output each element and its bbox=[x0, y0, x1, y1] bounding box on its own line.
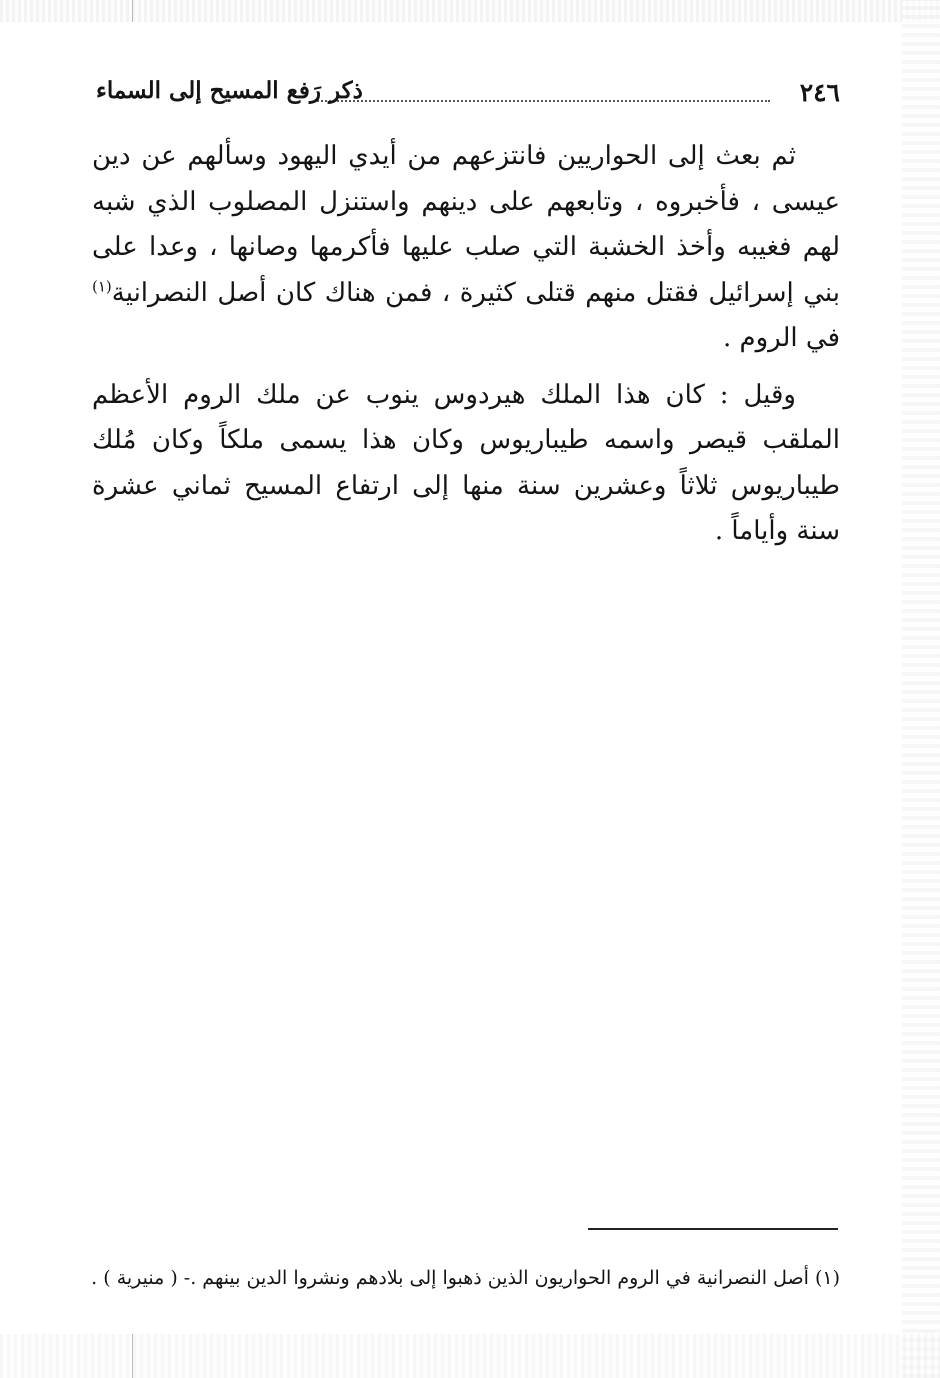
footnote-reference: (١) bbox=[92, 276, 112, 295]
main-text bbox=[92, 134, 840, 555]
binding-mark-top bbox=[132, 0, 133, 22]
scan-artifact-right bbox=[902, 0, 940, 1378]
footnote-1: (١) أصل النصرانية في الروم الحواريون الذين ذهبوا إلى بلادهم ونشروا الدين بينهم .- ( منيرية ) . bbox=[91, 1267, 840, 1289]
paragraph-1-tail: في الروم . bbox=[722, 323, 840, 353]
page-number: ٢٤٦ bbox=[799, 78, 840, 107]
binding-mark-bottom bbox=[132, 1334, 133, 1378]
footnote-divider bbox=[588, 1228, 838, 1230]
running-header bbox=[96, 74, 840, 114]
paragraph-2: وقيل : كان هذا الملك هيردوس ينوب عن ملك الروم الأعظم الملقب قيصر واسمه طيباريوس وكان هذا يسمى ملكاً وكان مُلك طيباريوس ثلاثاً وعشرين سنة منها إلى ارتفاع المسيح ثماني عشرة سنة وأياماً . bbox=[92, 379, 840, 546]
running-title: ذكر رَفع المسيح إلى السماء bbox=[96, 77, 363, 104]
paragraph-1-text: ثم بعث إلى الحواريين فانتزعهم من أيدي اليهود وسألهم عن دين عيسى ، فأخبروه ، وتابعهم على دينهم واستنزل المصلوب الذي شبه لهم فغيبه وأخذ الخشبة التي صلب عليها فأكرمها وصانها ، وعدا على بني إسرائيل فقتل منهم قتلى كثيرة ، فمن هناك كان أصل النصرانية bbox=[92, 141, 840, 308]
header-dot-leader bbox=[314, 100, 770, 102]
scan-artifact-top bbox=[0, 0, 940, 22]
paragraph-1 bbox=[92, 134, 840, 362]
scan-artifact-bottom bbox=[0, 1334, 940, 1378]
